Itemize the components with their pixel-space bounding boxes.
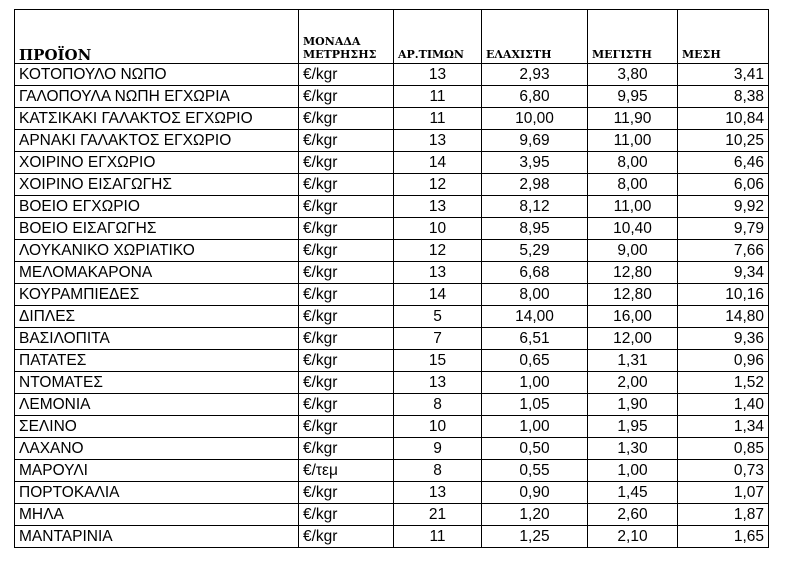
cell-product: ΝΤΟΜΑΤΕΣ — [15, 372, 299, 394]
table-row — [15, 174, 769, 196]
table-body — [15, 64, 769, 548]
table-row — [15, 526, 769, 548]
cell-avg: 1,65 — [678, 526, 769, 548]
cell-product: ΜΑΡΟΥΛΙ — [15, 460, 299, 482]
cell-product: ΚΑΤΣΙΚΑΚΙ ΓΑΛΑΚΤΟΣ ΕΓΧΩΡΙΟ — [15, 108, 299, 130]
cell-price-count: 12 — [394, 240, 482, 262]
cell-avg: 1,07 — [678, 482, 769, 504]
table-row — [15, 108, 769, 130]
cell-min: 2,98 — [482, 174, 588, 196]
cell-min: 8,95 — [482, 218, 588, 240]
table-row — [15, 460, 769, 482]
table-row — [15, 64, 769, 86]
cell-price-count: 13 — [394, 196, 482, 218]
cell-product: ΧΟΙΡΙΝΟ ΕΓΧΩΡΙΟ — [15, 152, 299, 174]
cell-avg: 10,16 — [678, 284, 769, 306]
cell-max: 1,30 — [588, 438, 678, 460]
header-unit — [299, 10, 394, 64]
cell-max: 11,00 — [588, 196, 678, 218]
cell-product: ΒΟΕΙΟ ΕΙΣΑΓΩΓΗΣ — [15, 218, 299, 240]
cell-min: 1,20 — [482, 504, 588, 526]
cell-unit: €/kgr — [299, 306, 394, 328]
cell-avg: 9,79 — [678, 218, 769, 240]
cell-unit: €/kgr — [299, 218, 394, 240]
table-row — [15, 394, 769, 416]
cell-unit: €/kgr — [299, 64, 394, 86]
cell-min: 0,50 — [482, 438, 588, 460]
cell-price-count: 10 — [394, 416, 482, 438]
cell-avg: 9,36 — [678, 328, 769, 350]
table-row — [15, 306, 769, 328]
cell-product: ΔΙΠΛΕΣ — [15, 306, 299, 328]
cell-product: ΣΕΛΙΝΟ — [15, 416, 299, 438]
cell-max: 3,80 — [588, 64, 678, 86]
cell-avg: 1,52 — [678, 372, 769, 394]
cell-unit: €/kgr — [299, 394, 394, 416]
cell-price-count: 8 — [394, 460, 482, 482]
cell-price-count: 15 — [394, 350, 482, 372]
cell-max: 11,00 — [588, 130, 678, 152]
cell-product: ΚΟΤΟΠΟΥΛΟ ΝΩΠΟ — [15, 64, 299, 86]
cell-max: 2,60 — [588, 504, 678, 526]
cell-unit: €/kgr — [299, 284, 394, 306]
cell-avg: 10,25 — [678, 130, 769, 152]
cell-min: 2,93 — [482, 64, 588, 86]
cell-product: ΧΟΙΡΙΝΟ ΕΙΣΑΓΩΓΗΣ — [15, 174, 299, 196]
cell-avg: 6,46 — [678, 152, 769, 174]
table-row — [15, 86, 769, 108]
cell-product: ΚΟΥΡΑΜΠΙΕΔΕΣ — [15, 284, 299, 306]
cell-max: 12,00 — [588, 328, 678, 350]
cell-max: 9,00 — [588, 240, 678, 262]
cell-min: 0,55 — [482, 460, 588, 482]
cell-product: ΠΟΡΤΟΚΑΛΙΑ — [15, 482, 299, 504]
table-row — [15, 482, 769, 504]
cell-unit: €/kgr — [299, 130, 394, 152]
cell-price-count: 11 — [394, 86, 482, 108]
table-row — [15, 152, 769, 174]
cell-price-count: 13 — [394, 482, 482, 504]
cell-product: ΠΑΤΑΤΕΣ — [15, 350, 299, 372]
cell-min: 3,95 — [482, 152, 588, 174]
cell-min: 0,90 — [482, 482, 588, 504]
cell-max: 2,00 — [588, 372, 678, 394]
cell-avg: 14,80 — [678, 306, 769, 328]
cell-min: 8,12 — [482, 196, 588, 218]
cell-unit: €/kgr — [299, 240, 394, 262]
cell-product: ΛΑΧΑΝΟ — [15, 438, 299, 460]
header-unit-label: ΜΟΝΑΔΑ ΜΕΤΡΗΣΗΣ — [303, 35, 377, 61]
cell-price-count: 14 — [394, 284, 482, 306]
cell-unit: €/kgr — [299, 416, 394, 438]
cell-product: ΜΕΛΟΜΑΚΑΡΟΝΑ — [15, 262, 299, 284]
header-max: ΜΕΓΙΣΤΗ — [588, 10, 678, 64]
cell-unit: €/kgr — [299, 372, 394, 394]
cell-min: 6,68 — [482, 262, 588, 284]
cell-avg: 0,73 — [678, 460, 769, 482]
cell-avg: 10,84 — [678, 108, 769, 130]
header-price-count: ΑΡ.ΤΙΜΩΝ — [394, 10, 482, 64]
cell-product: ΛΕΜΟΝΙΑ — [15, 394, 299, 416]
cell-max: 8,00 — [588, 152, 678, 174]
cell-unit: €/kgr — [299, 86, 394, 108]
cell-price-count: 10 — [394, 218, 482, 240]
cell-min: 6,51 — [482, 328, 588, 350]
cell-unit: €/kgr — [299, 482, 394, 504]
cell-product: ΛΟΥΚΑΝΙΚΟ ΧΩΡΙΑΤΙΚΟ — [15, 240, 299, 262]
cell-max: 12,80 — [588, 262, 678, 284]
cell-max: 1,00 — [588, 460, 678, 482]
cell-price-count: 14 — [394, 152, 482, 174]
cell-unit: €/kgr — [299, 108, 394, 130]
header-row — [15, 10, 769, 64]
cell-max: 2,10 — [588, 526, 678, 548]
table-row — [15, 416, 769, 438]
cell-product: ΜΗΛΑ — [15, 504, 299, 526]
cell-max: 11,90 — [588, 108, 678, 130]
cell-unit: €/kgr — [299, 504, 394, 526]
cell-avg: 9,92 — [678, 196, 769, 218]
cell-product: ΒΟΕΙΟ ΕΓΧΩΡΙΟ — [15, 196, 299, 218]
cell-max: 1,90 — [588, 394, 678, 416]
cell-min: 6,80 — [482, 86, 588, 108]
cell-max: 1,45 — [588, 482, 678, 504]
header-avg: ΜΕΣΗ — [678, 10, 769, 64]
cell-product: ΑΡΝΑΚΙ ΓΑΛΑΚΤΟΣ ΕΓΧΩΡΙΟ — [15, 130, 299, 152]
table-row — [15, 262, 769, 284]
header-product: ΠΡΟΪΟΝ — [15, 10, 299, 64]
table-row — [15, 218, 769, 240]
cell-unit: €/kgr — [299, 526, 394, 548]
cell-avg: 1,87 — [678, 504, 769, 526]
cell-unit: €/kgr — [299, 328, 394, 350]
cell-min: 1,00 — [482, 416, 588, 438]
cell-price-count: 8 — [394, 394, 482, 416]
cell-min: 5,29 — [482, 240, 588, 262]
price-table — [14, 9, 769, 548]
cell-min: 14,00 — [482, 306, 588, 328]
cell-unit: €/kgr — [299, 152, 394, 174]
cell-max: 8,00 — [588, 174, 678, 196]
cell-max: 1,31 — [588, 350, 678, 372]
header-min: ΕΛΑΧΙΣΤΗ — [482, 10, 588, 64]
cell-max: 9,95 — [588, 86, 678, 108]
cell-avg: 3,41 — [678, 64, 769, 86]
table-row — [15, 504, 769, 526]
cell-unit: €/kgr — [299, 350, 394, 372]
cell-avg: 0,85 — [678, 438, 769, 460]
table-row — [15, 130, 769, 152]
cell-avg: 7,66 — [678, 240, 769, 262]
cell-product: ΒΑΣΙΛΟΠΙΤΑ — [15, 328, 299, 350]
cell-min: 1,25 — [482, 526, 588, 548]
cell-unit: €/kgr — [299, 262, 394, 284]
cell-unit: €/kgr — [299, 196, 394, 218]
cell-product: ΜΑΝΤΑΡΙΝΙΑ — [15, 526, 299, 548]
cell-max: 16,00 — [588, 306, 678, 328]
cell-min: 1,00 — [482, 372, 588, 394]
cell-price-count: 13 — [394, 130, 482, 152]
cell-price-count: 11 — [394, 526, 482, 548]
cell-price-count: 11 — [394, 108, 482, 130]
cell-avg: 0,96 — [678, 350, 769, 372]
cell-product: ΓΑΛΟΠΟΥΛΑ ΝΩΠΗ ΕΓΧΩΡΙΑ — [15, 86, 299, 108]
cell-price-count: 7 — [394, 328, 482, 350]
cell-avg: 1,40 — [678, 394, 769, 416]
cell-price-count: 13 — [394, 64, 482, 86]
cell-avg: 1,34 — [678, 416, 769, 438]
table-row — [15, 438, 769, 460]
cell-max: 12,80 — [588, 284, 678, 306]
cell-price-count: 21 — [394, 504, 482, 526]
cell-avg: 9,34 — [678, 262, 769, 284]
table-row — [15, 350, 769, 372]
table-row — [15, 284, 769, 306]
cell-min: 0,65 — [482, 350, 588, 372]
cell-unit: €/τεμ — [299, 460, 394, 482]
cell-avg: 8,38 — [678, 86, 769, 108]
cell-unit: €/kgr — [299, 438, 394, 460]
table-row — [15, 328, 769, 350]
table-row — [15, 240, 769, 262]
cell-price-count: 9 — [394, 438, 482, 460]
cell-min: 9,69 — [482, 130, 588, 152]
table-row — [15, 196, 769, 218]
cell-price-count: 12 — [394, 174, 482, 196]
cell-avg: 6,06 — [678, 174, 769, 196]
cell-max: 1,95 — [588, 416, 678, 438]
cell-price-count: 13 — [394, 372, 482, 394]
cell-min: 1,05 — [482, 394, 588, 416]
cell-price-count: 5 — [394, 306, 482, 328]
table-row — [15, 372, 769, 394]
cell-max: 10,40 — [588, 218, 678, 240]
cell-min: 8,00 — [482, 284, 588, 306]
cell-unit: €/kgr — [299, 174, 394, 196]
cell-price-count: 13 — [394, 262, 482, 284]
cell-min: 10,00 — [482, 108, 588, 130]
